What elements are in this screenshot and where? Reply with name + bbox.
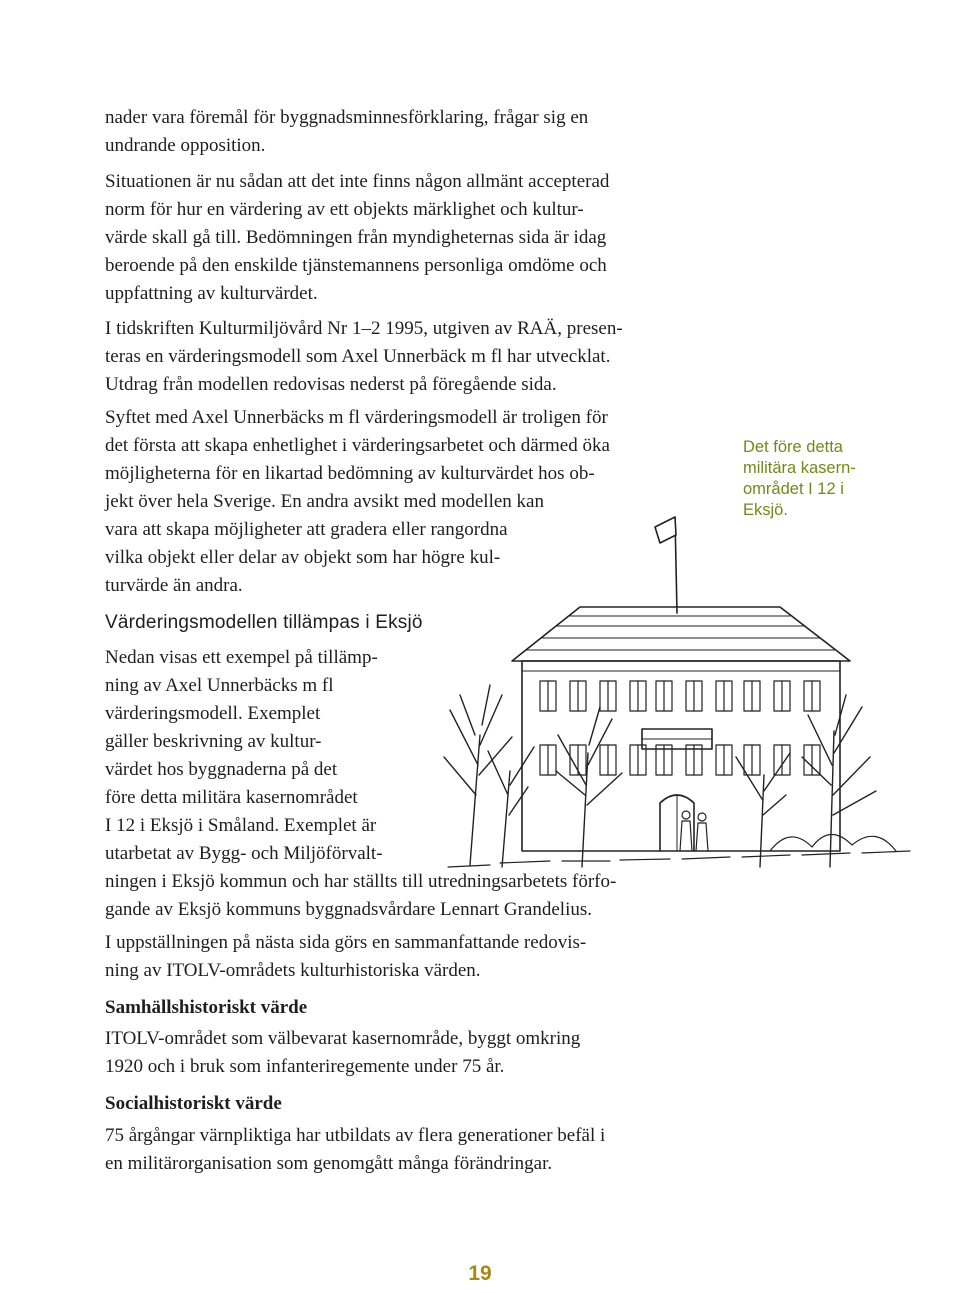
figure-caption: området I 12 i	[743, 480, 844, 498]
body-line: ITOLV-området som välbevarat kasernområde, byggt omkring	[105, 1028, 581, 1049]
body-line: nader vara föremål för byggnadsminnesförklaring, frågar sig en	[105, 107, 589, 128]
body-line: 75 årgångar värnpliktiga har utbildats av flera generationer befäl i	[105, 1125, 606, 1146]
body-line: I tidskriften Kulturmiljövård Nr 1–2 1995, utgiven av RAÄ, presen-	[105, 318, 623, 339]
body-line: Nedan visas ett exempel på tillämp-	[105, 647, 378, 668]
body-line: gande av Eksjö kommuns byggnadsvårdare Lennart Grandelius.	[105, 899, 593, 920]
body-line: Situationen är nu sådan att det inte finns någon allmänt accepterad	[105, 171, 610, 192]
body-line: en militärorganisation som genomgått många förändringar.	[105, 1153, 553, 1174]
body-line: Syftet med Axel Unnerbäcks m fl värderingsmodell är troligen för	[105, 407, 608, 428]
figure-caption: Det före detta	[743, 438, 843, 456]
body-line: värderingsmodell. Exemplet	[105, 703, 321, 724]
figure-caption: Eksjö.	[743, 501, 788, 519]
body-line: möjligheterna för en likartad bedömning av kulturvärdet hos ob-	[105, 463, 595, 484]
body-line: beroende på den enskilde tjänstemannens personliga omdöme och	[105, 255, 607, 276]
figure-caption: militära kasern-	[743, 459, 856, 477]
body-line: Utdrag från modellen redovisas nederst på föregående sida.	[105, 374, 557, 395]
subsection-heading: Socialhistoriskt värde	[105, 1093, 282, 1114]
body-line: vara att skapa möjligheter att gradera eller rangordna	[105, 519, 508, 540]
body-line: norm för hur en värdering av ett objekts märklighet och kultur-	[105, 199, 584, 220]
body-line: teras en värderingsmodell som Axel Unnerbäck m fl har utvecklat.	[105, 346, 611, 367]
body-line: ning av ITOLV-områdets kulturhistoriska värden.	[105, 960, 481, 981]
body-line: värde skall gå till. Bedömningen från myndigheternas sida är idag	[105, 227, 607, 248]
body-line: ningen i Eksjö kommun och har ställts till utredningsarbetets förfo-	[105, 871, 617, 892]
section-heading: Värderingsmodellen tillämpas i Eksjö	[105, 612, 423, 633]
body-line: turvärde än andra.	[105, 575, 243, 596]
body-line: vilka objekt eller delar av objekt som har högre kul-	[105, 547, 501, 568]
body-line: ning av Axel Unnerbäcks m fl	[105, 675, 334, 696]
body-line: före detta militära kasernområdet	[105, 787, 358, 808]
subsection-heading: Samhällshistoriskt värde	[105, 997, 308, 1018]
body-line: utarbetat av Bygg- och Miljöförvalt-	[105, 843, 383, 864]
body-line: I 12 i Eksjö i Småland. Exemplet är	[105, 815, 377, 836]
body-line: gäller beskrivning av kultur-	[105, 731, 322, 752]
body-line: I uppställningen på nästa sida görs en sammanfattande redovis-	[105, 932, 587, 953]
body-line: 1920 och i bruk som infanteriregemente under 75 år.	[105, 1056, 505, 1077]
body-line: uppfattning av kulturvärdet.	[105, 283, 318, 304]
body-line: det första att skapa enhetlighet i värderingsarbetet och därmed öka	[105, 435, 610, 456]
barracks-building-illustration	[430, 495, 920, 875]
body-line: undrande opposition.	[105, 135, 266, 156]
page-number: 19	[468, 1262, 492, 1285]
body-line: värdet hos byggnaderna på det	[105, 759, 338, 780]
body-line: jekt över hela Sverige. En andra avsikt med modellen kan	[105, 491, 544, 512]
